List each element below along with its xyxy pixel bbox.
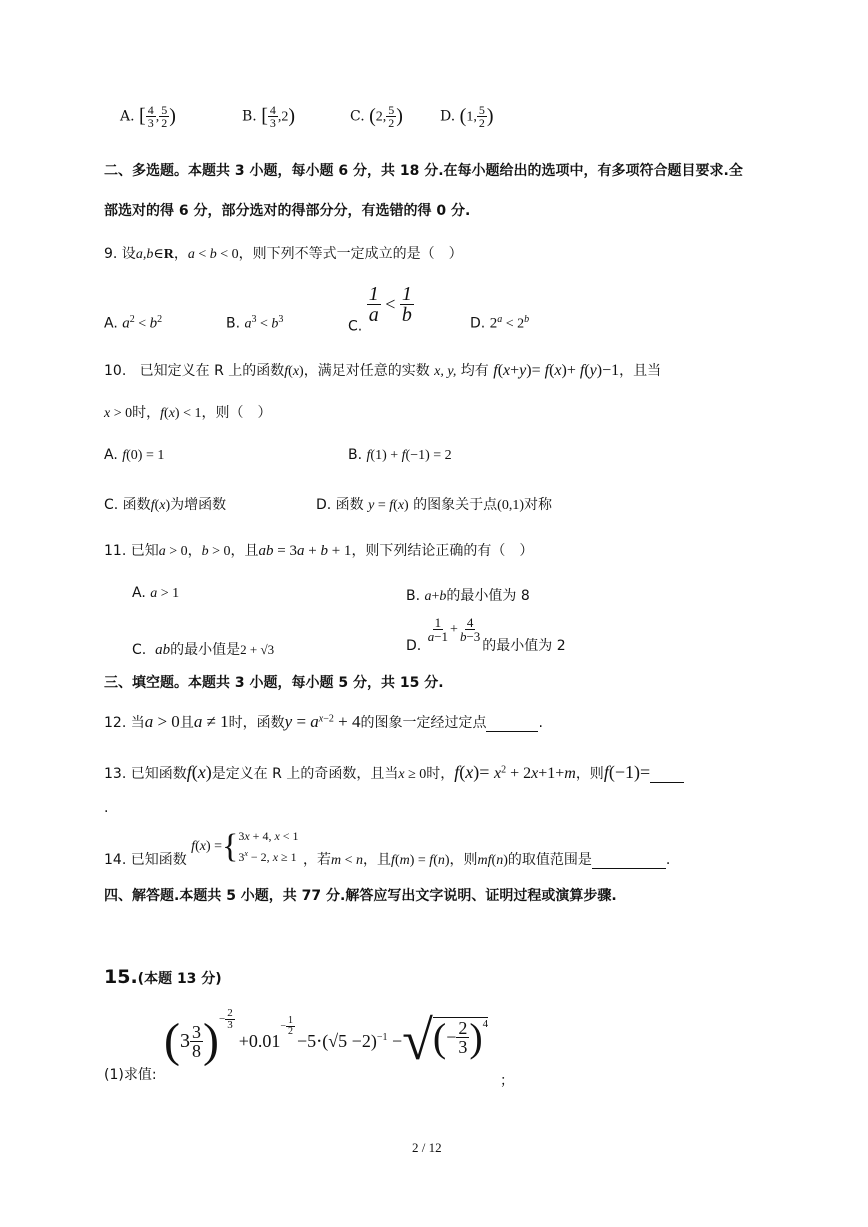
- q9-option-b: B. $a^3 < b^3$: [226, 314, 284, 332]
- option-label: A.: [120, 108, 135, 125]
- question-text: ，则: [575, 766, 604, 782]
- question-text: 已知定义在 R 上的函数: [139, 363, 285, 379]
- question-text: 时，函数: [228, 715, 285, 731]
- q10-option-b: B. f(1) + f(−1) = 2: [348, 447, 452, 463]
- option-label: B.: [226, 315, 241, 332]
- option-d-prev: D. (1, $\frac{5}{2}$ ): [440, 103, 494, 130]
- q11-option-b: B. a+b的最小值为 8: [406, 588, 530, 604]
- option-label: C.: [132, 642, 147, 658]
- q15-end: ；: [500, 1073, 514, 1089]
- q11-option-a: A. a > 1: [132, 585, 180, 601]
- question-text: .: [665, 852, 671, 868]
- option-label: B.: [348, 447, 363, 463]
- question-text: ，且当: [619, 363, 662, 379]
- option-label: A.: [132, 585, 146, 601]
- answer-blank[interactable]: [592, 852, 666, 869]
- option-label: D.: [406, 638, 422, 654]
- question-11: 11. 已知a > 0，b > 0，且ab = 3a + b + 1，则下列结论正确的有（ ）: [104, 543, 534, 559]
- option-a-prev: A. [ $\frac{4}{3}$ , $\frac{5}{2}$ ): [120, 103, 176, 130]
- question-score: (本题 13 分): [137, 971, 222, 987]
- q10-option-a: A. f(0) = 1: [104, 447, 165, 463]
- option-b-prev: B. [ $\frac{4}{3}$ ,2): [242, 103, 296, 130]
- question-text: ，且: [230, 543, 259, 559]
- question-text: ，若: [303, 852, 332, 868]
- question-12: 12. 当a > 0且a ≠ 1时，函数$y = a^{x-2} + 4$的图象一定经过定点 .: [104, 712, 543, 731]
- option-label: D.: [470, 315, 486, 332]
- option-text: 的图象关于点: [413, 497, 498, 513]
- option-c-prev: C. (2, $\frac{5}{2}$ ): [350, 103, 403, 130]
- question-text: 11. 已知: [104, 543, 159, 559]
- question-vars: x, y,: [434, 364, 457, 379]
- question-text: 13. 已知函数: [104, 766, 187, 782]
- question-text: .: [538, 715, 543, 731]
- q15-expression: ( 3 $\frac{3}{8}$ ) − $\frac{2}{3}$ +0.01 − $\frac{1}{2}$ $-5\cdot(√5 -2)^{-1}$ − √ ( − $\frac{2}{3}$ ) 4: [164, 1007, 489, 1072]
- option-label: D.: [440, 108, 456, 125]
- question-10: 10. 已知定义在 R 上的函数f(x)，满足对任意的实数 x, y, 均有 f(x+y)= f(x)+ f(y)−1，且当: [104, 362, 662, 379]
- question-text: ，则下列结论正确的有（ ）: [351, 543, 534, 559]
- answer-blank[interactable]: [650, 766, 684, 783]
- section-heading: 二、多选题。本题共 3 小题，每小题 6 分，共 18 分.在每小题给出的选项中，有多项符合题目要求.全: [104, 163, 743, 179]
- question-10-cont: x > 0时，f(x) < 1，则（ ）: [104, 405, 272, 421]
- option-label: B.: [406, 588, 421, 604]
- q9-option-c: C. $\frac{1}{a}$ < $\frac{1}{b}$: [348, 283, 412, 335]
- option-text: 的最小值为 8: [446, 588, 530, 604]
- question-number: 15.: [104, 966, 138, 988]
- section-heading: 三、填空题。本题共 3 小题，每小题 5 分，共 15 分.: [104, 675, 444, 691]
- option-label: C.: [350, 108, 365, 125]
- option-text: 的最小值为 2: [482, 638, 566, 654]
- question-text: 是定义在 R 上的奇函数，且当: [211, 766, 399, 782]
- section-heading: 四、解答题.本题共 5 小题，共 77 分.解答应写出文字说明、证明过程或演算步骤.: [104, 888, 617, 904]
- question-15-heading: [104, 966, 222, 988]
- question-text: ，且: [363, 852, 392, 868]
- answer-blank[interactable]: [486, 715, 538, 732]
- question-text: 9. 设: [104, 246, 136, 262]
- question-13: 13. 已知函数f(x)是定义在 R 上的奇函数，且当x ≥ 0时，$f(x)= x^2 + 2x+1+m$，则f(−1)=: [104, 762, 684, 783]
- question-text: 时，: [426, 766, 455, 782]
- option-label: A.: [104, 447, 118, 463]
- section-heading-cont: 部选对的得 6 分，部分选对的得部分分，有选错的得 0 分.: [104, 203, 471, 219]
- option-label: D. 函数: [316, 497, 364, 513]
- option-text: 为增函数: [170, 497, 227, 513]
- question-text: 14. 已知函数: [104, 852, 187, 868]
- q15-part1-label: (1)求值:: [104, 1067, 157, 1083]
- q9-option-a: A. $a^2 < b^2$: [104, 314, 163, 332]
- question-text: 时，: [132, 405, 161, 421]
- question-text: 且: [179, 715, 194, 731]
- question-text: ，则下列不等式一定成立的是（ ）: [238, 246, 463, 262]
- option-text: 对称: [524, 497, 552, 513]
- question-text: ，则: [449, 852, 478, 868]
- q10-option-d: D. 函数 y = f(x) 的图象关于点(0,1)对称: [316, 497, 552, 513]
- page-number: 2 / 12: [412, 1140, 442, 1155]
- option-label: C.: [348, 318, 363, 335]
- question-text: ，则（ ）: [201, 405, 272, 421]
- question-text: 均有: [460, 363, 489, 379]
- q9-option-d: D. $2^a < 2^b$: [470, 314, 530, 332]
- question-9: 9. 设a,b∈R，a < b < 0，则下列不等式一定成立的是（ ）: [104, 246, 463, 262]
- q10-option-c: C. 函数f(x)为增函数: [104, 497, 227, 513]
- option-label: B.: [242, 108, 257, 125]
- question-text: 10.: [104, 363, 127, 379]
- question-text: ，满足对任意的实数: [303, 363, 430, 379]
- question-text: 的图象一定经过定点: [360, 715, 487, 731]
- question-text: 12. 当: [104, 715, 145, 731]
- question-13-end: .: [104, 800, 109, 816]
- question-text: 的取值范围是: [507, 852, 592, 868]
- option-label: C. 函数: [104, 497, 151, 513]
- q11-option-d: D. $\frac{1}{a-1}$ + $\frac{4}{b-3}$ 的最小值为 2: [406, 615, 566, 654]
- question-14: 14. 已知函数 f ( x ) = { 3x + 4, x < 1 $3^x - 2$, x ≥ 1 ，若m < n，且f(m) = f(n)，则mf(n)的取值范围是 .: [104, 828, 671, 868]
- q11-option-c: C. ab的最小值是2 + √3: [132, 642, 275, 658]
- option-label: A.: [104, 315, 118, 332]
- option-text: 的最小值是: [170, 642, 241, 658]
